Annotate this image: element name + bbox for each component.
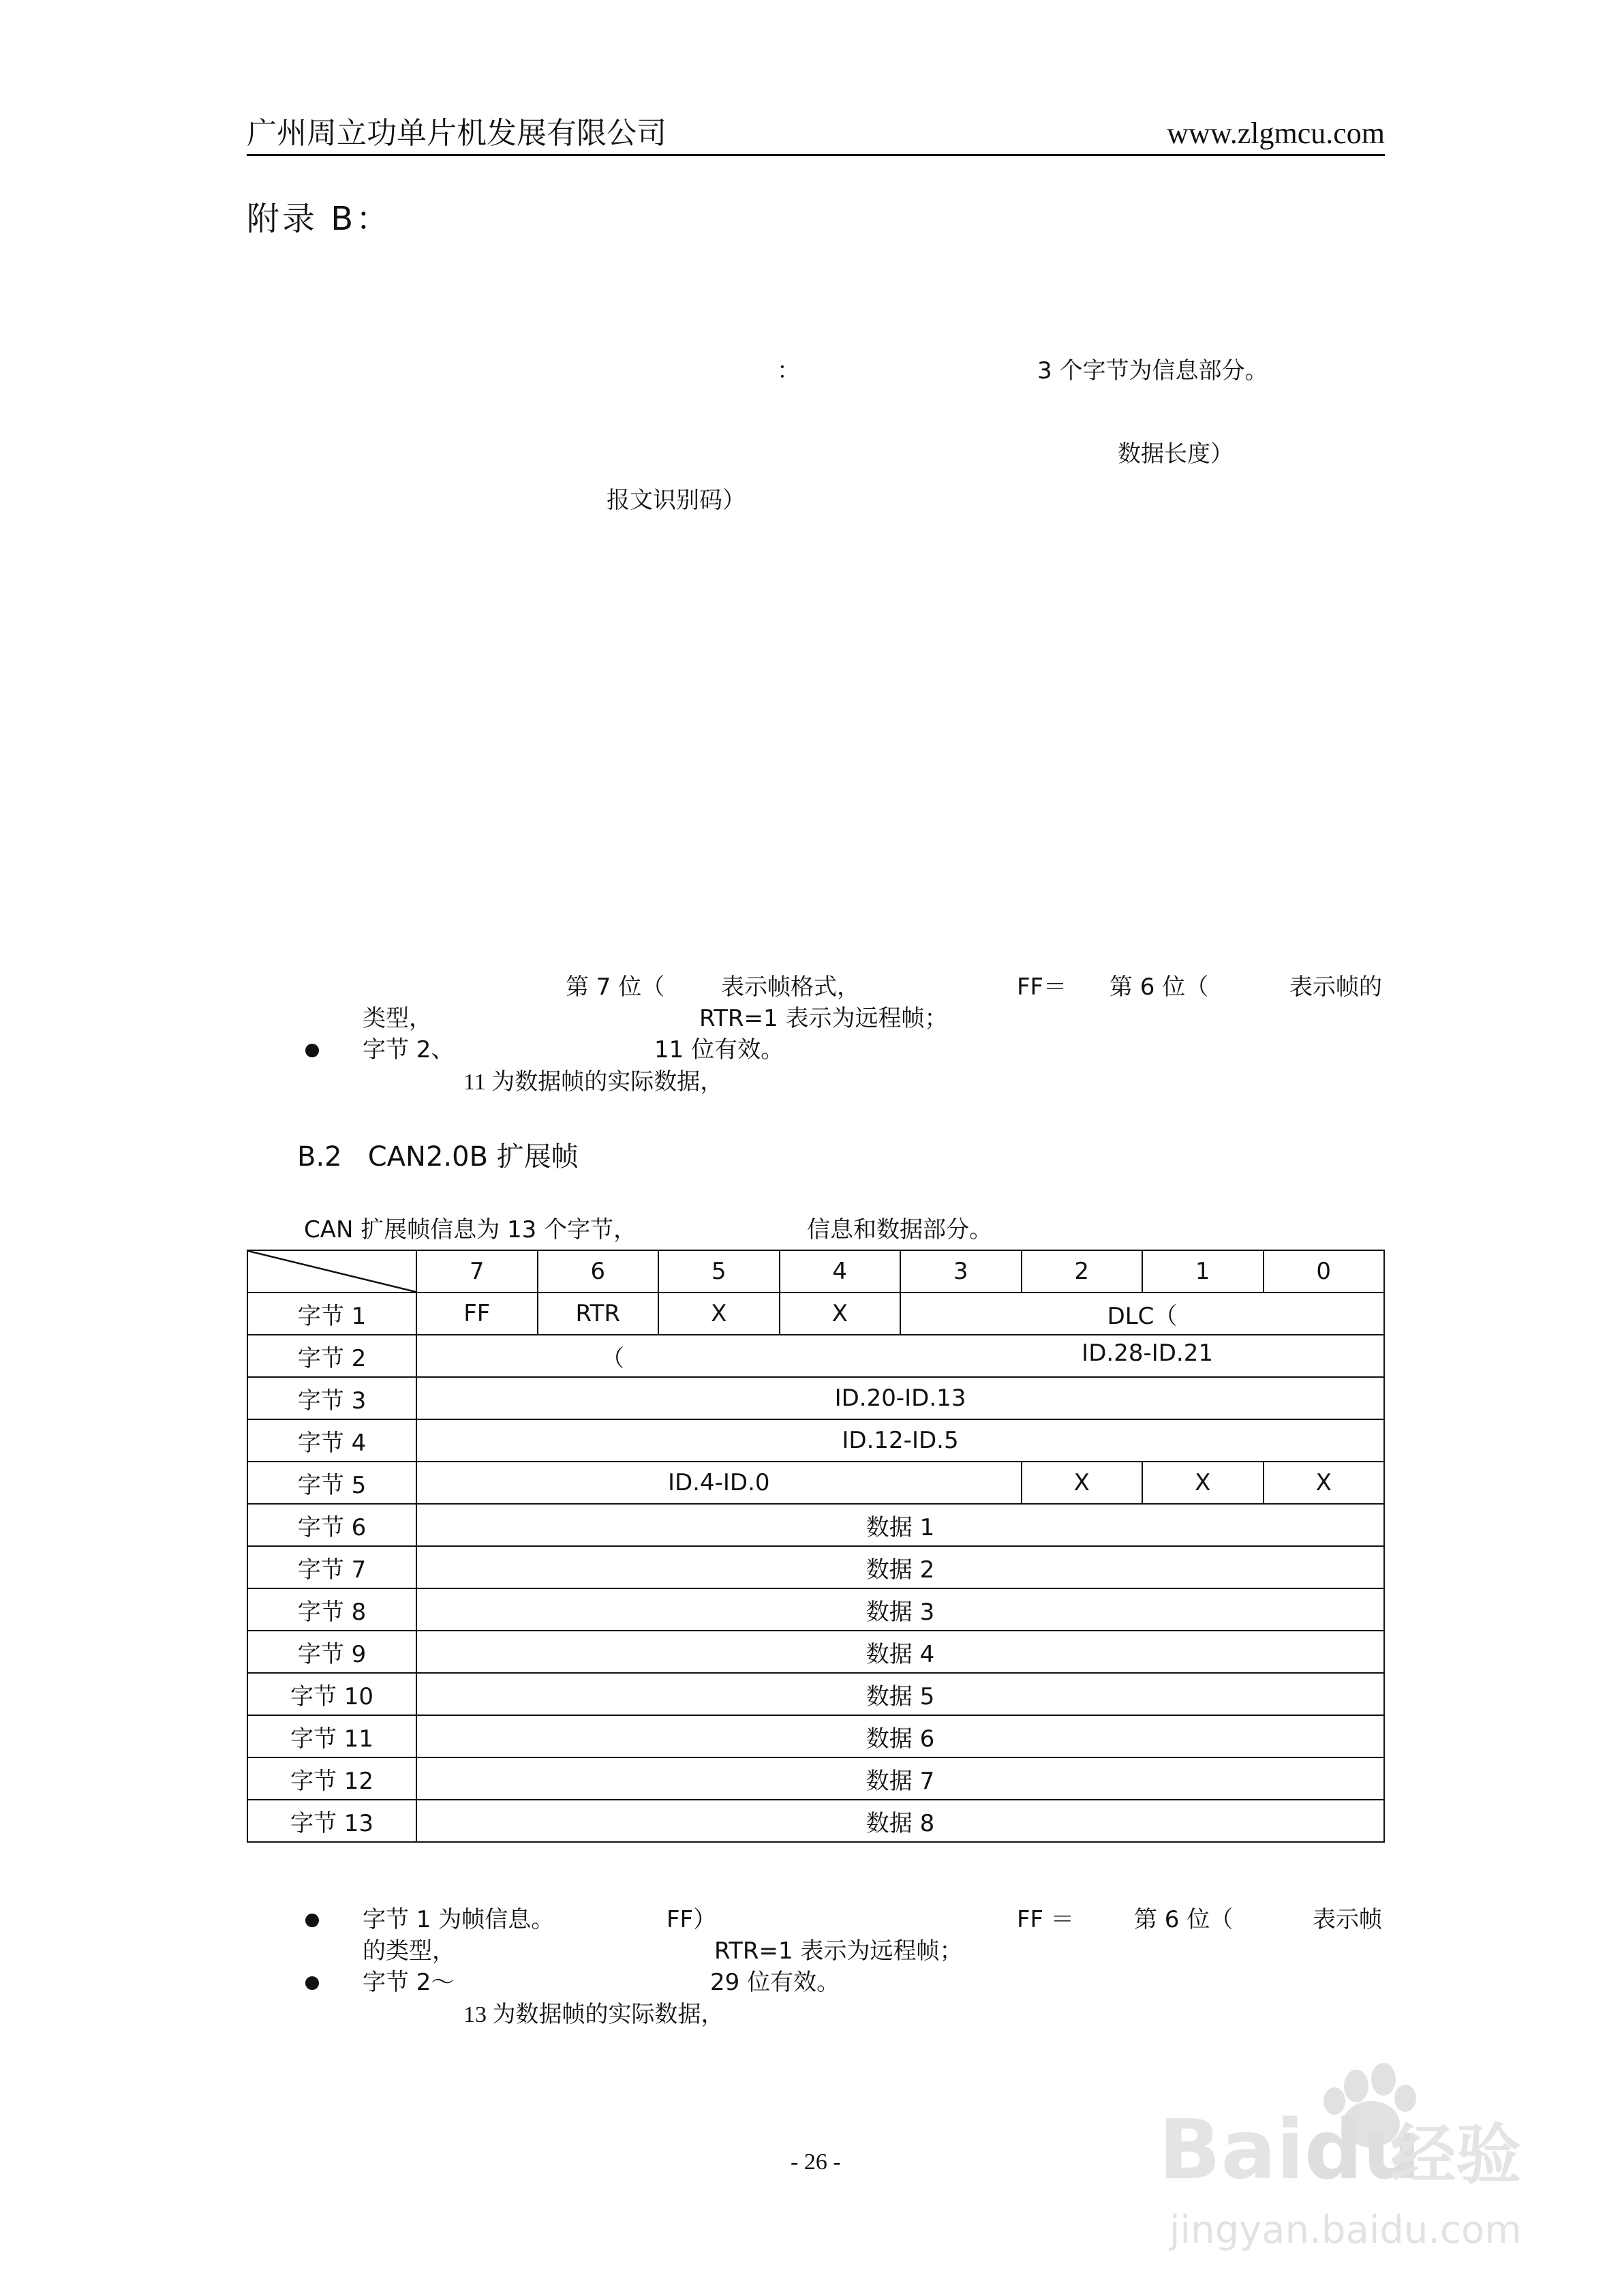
b1-note-11bits: 11 位有效。 (654, 1036, 784, 1063)
row-label: 字节 6 (247, 1504, 416, 1546)
header-website: www.zlgmcu.com (1167, 117, 1385, 150)
bit-header: 4 (780, 1250, 901, 1293)
data-cell: 数据 5 (416, 1673, 1384, 1715)
table-row (247, 1293, 1384, 1335)
bit-header: 5 (658, 1250, 780, 1293)
table-row (247, 1419, 1384, 1462)
row-label: 字节 3 (247, 1377, 416, 1419)
bit-header: 3 (900, 1250, 1022, 1293)
row-label: 字节 9 (247, 1631, 416, 1673)
b2-note-ff: FF ＝ (1017, 1906, 1074, 1933)
x-cell: X (1264, 1462, 1385, 1504)
b2-note-byte2: 字节 2～ (363, 1969, 455, 1996)
row-label: 字节 8 (247, 1588, 416, 1631)
row-label: 字节 4 (247, 1419, 416, 1462)
b1-note-rtr: RTR=1 表示为远程帧； (699, 1005, 948, 1032)
dlc-cell: DLC（ (900, 1293, 1384, 1335)
b2-note-29bits: 29 位有效。 (710, 1969, 840, 1996)
b2-note-rtr: RTR=1 表示为远程帧； (714, 1937, 963, 1965)
b2-note-frame: 表示帧 (1313, 1906, 1382, 1933)
x-cell: X (658, 1293, 780, 1335)
rtr-cell: RTR (538, 1293, 659, 1335)
b1-note-frame-type: 表示帧的 (1289, 973, 1382, 1001)
table-row (247, 1335, 1384, 1377)
data-cell: 数据 4 (416, 1631, 1384, 1673)
bullet-icon (305, 1044, 319, 1057)
id-cell: ID.12-ID.5 (416, 1419, 1384, 1462)
data-cell: 数据 2 (416, 1546, 1384, 1588)
row-label: 字节 1 (247, 1293, 416, 1335)
watermark-brand: Bai (1159, 2103, 1304, 2198)
b2-note-ff-paren: FF） (667, 1906, 717, 1933)
row-label: 字节 10 (247, 1673, 416, 1715)
bit-header: 1 (1142, 1250, 1264, 1293)
fragment-colon: ： (777, 357, 800, 384)
section-b2-title: B.2 CAN2.0B 扩展帧 (297, 1141, 579, 1173)
table-row (247, 1588, 1384, 1631)
table-row (247, 1462, 1384, 1504)
appendix-title: 附录 B： (247, 200, 392, 238)
table-row (247, 1715, 1384, 1757)
b2-note-bit6: 第 6 位（ (1134, 1906, 1234, 1933)
row-label: 字节 13 (247, 1800, 416, 1842)
b1-note-type: 类型， (363, 1005, 432, 1032)
can-extended-frame-table (247, 1250, 1385, 1843)
table-row (247, 1377, 1384, 1419)
watermark-label: 经验 (1390, 2117, 1521, 2193)
table-row (247, 1504, 1384, 1546)
section-b2-intro-tail: 信息和数据部分。 (807, 1216, 992, 1243)
data-cell: 数据 7 (416, 1757, 1384, 1800)
data-cell: 数据 3 (416, 1588, 1384, 1631)
table-row (247, 1673, 1384, 1715)
row-label: 字节 11 (247, 1715, 416, 1757)
b1-note-byte2: 字节 2、 (363, 1036, 455, 1063)
fragment-three-bytes: 3 个字节为信息部分。 (1037, 357, 1268, 384)
watermark-url: jingyan.baidu.com (1169, 2208, 1522, 2252)
header-company: 广州周立功单片机发展有限公司 (247, 117, 667, 150)
bullet-icon (305, 1914, 319, 1927)
b1-note-data: 11 为数据帧的实际数据， (463, 1070, 724, 1095)
table-row (247, 1631, 1384, 1673)
x-cell: X (1142, 1462, 1264, 1504)
ff-cell: FF (416, 1293, 538, 1335)
b2-note-data: 13 为数据帧的实际数据， (463, 2002, 724, 2027)
b1-note-bit7: 第 7 位（ (566, 973, 665, 1001)
row-label: 字节 12 (247, 1757, 416, 1800)
page-number: - 26 - (791, 2149, 841, 2175)
id-cell (416, 1335, 1384, 1377)
b1-note-frame-format: 表示帧格式， (721, 973, 860, 1001)
data-cell: 数据 1 (416, 1504, 1384, 1546)
id-cell: ID.4-ID.0 (416, 1462, 1022, 1504)
fragment-data-length: 数据长度） (1118, 440, 1234, 468)
section-b2-intro: CAN 扩展帧信息为 13 个字节， (304, 1216, 637, 1243)
table-row (247, 1800, 1384, 1842)
b2-note-byte1: 字节 1 为帧信息。 (363, 1906, 555, 1933)
row-label: 字节 5 (247, 1462, 416, 1504)
baidu-jingyan-watermark (1152, 2059, 1533, 2263)
x-cell: X (1022, 1462, 1143, 1504)
fragment-id-code: 报文识别码） (607, 487, 746, 514)
id-range: ID.28-ID.21 (1082, 1339, 1213, 1367)
row-label: 字节 7 (247, 1546, 416, 1588)
header-rule (247, 154, 1385, 156)
watermark-brand-du: du (1304, 2103, 1421, 2198)
table-row (247, 1546, 1384, 1588)
bit-header: 2 (1022, 1250, 1143, 1293)
bit-header: 6 (538, 1250, 659, 1293)
bit-header: 7 (416, 1250, 538, 1293)
table-row (247, 1757, 1384, 1800)
x-cell: X (780, 1293, 901, 1335)
bit-header: 0 (1264, 1250, 1385, 1293)
table-header-row (247, 1250, 1384, 1293)
table-corner-cell (247, 1250, 416, 1293)
data-cell: 数据 6 (416, 1715, 1384, 1757)
row-label: 字节 2 (247, 1335, 416, 1377)
id-paren: （ (601, 1344, 624, 1372)
b2-note-type: 的类型， (363, 1937, 455, 1965)
b1-note-ff: FF＝ (1017, 973, 1067, 1001)
data-cell: 数据 8 (416, 1800, 1384, 1842)
bullet-icon (305, 1976, 319, 1990)
id-cell: ID.20-ID.13 (416, 1377, 1384, 1419)
b1-note-bit6: 第 6 位（ (1110, 973, 1209, 1001)
